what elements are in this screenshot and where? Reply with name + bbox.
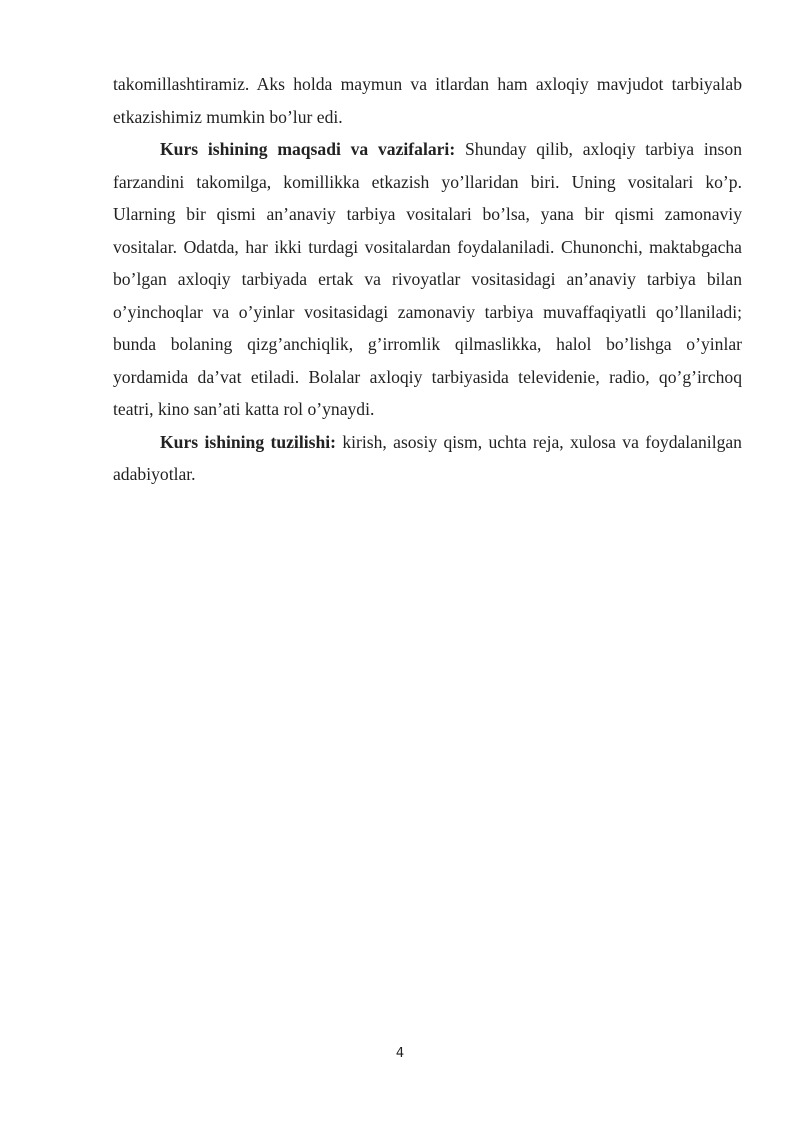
goals-body: Shunday qilib, axloqiy tarbiya inson farzandini takomilga, komillikka etkazish yo’llaridan biri. Uning vositalari ko’p. Ularning bir qismi an’anaviy tarbiya vositalari bo’lsa, yana bir qismi zamonaviy vositalar. Odatda, har ikki turdagi vositalardan foydalaniladi. Chunonchi, maktabgacha bo’lgan axloqiy tarbiyada ertak va rivoyatlar vositasidagi an’anaviy tarbiya bilan o’yinchoqlar va o’yinlar vositasidagi zamonaviy tarbiya muvaffaqiyatli qo’llaniladi; bunda bolaning qizg’anchiqlik, g’irromlik qilmaslikka, halol bo’lishga o’yinlar yordamida da’vat etiladi. Bolalar axloqiy tarbiyasida televidenie, radio, qo’g’irchoq teatri, kino san’ati katta rol o’ynaydi. — [113, 139, 742, 419]
goals-heading: Kurs ishining maqsadi va vazifalari: — [160, 139, 456, 159]
structure-heading: Kurs ishining tuzilishi: — [160, 431, 336, 452]
paragraph-structure — [113, 426, 742, 491]
page-number: 4 — [395, 1046, 405, 1061]
paragraph-intro-continuation: takomillashtiramiz. Aks holda maymun va itlardan ham axloqiy mavjudot tarbiyalab etkazishimiz mumkin bo’lur edi. — [113, 74, 742, 127]
structure-body: kirish, asosiy qism, uchta reja, xulosa va foydalanilgan adabiyotlar. — [113, 431, 742, 484]
paragraph-goals — [113, 133, 742, 426]
document-page — [113, 68, 742, 491]
